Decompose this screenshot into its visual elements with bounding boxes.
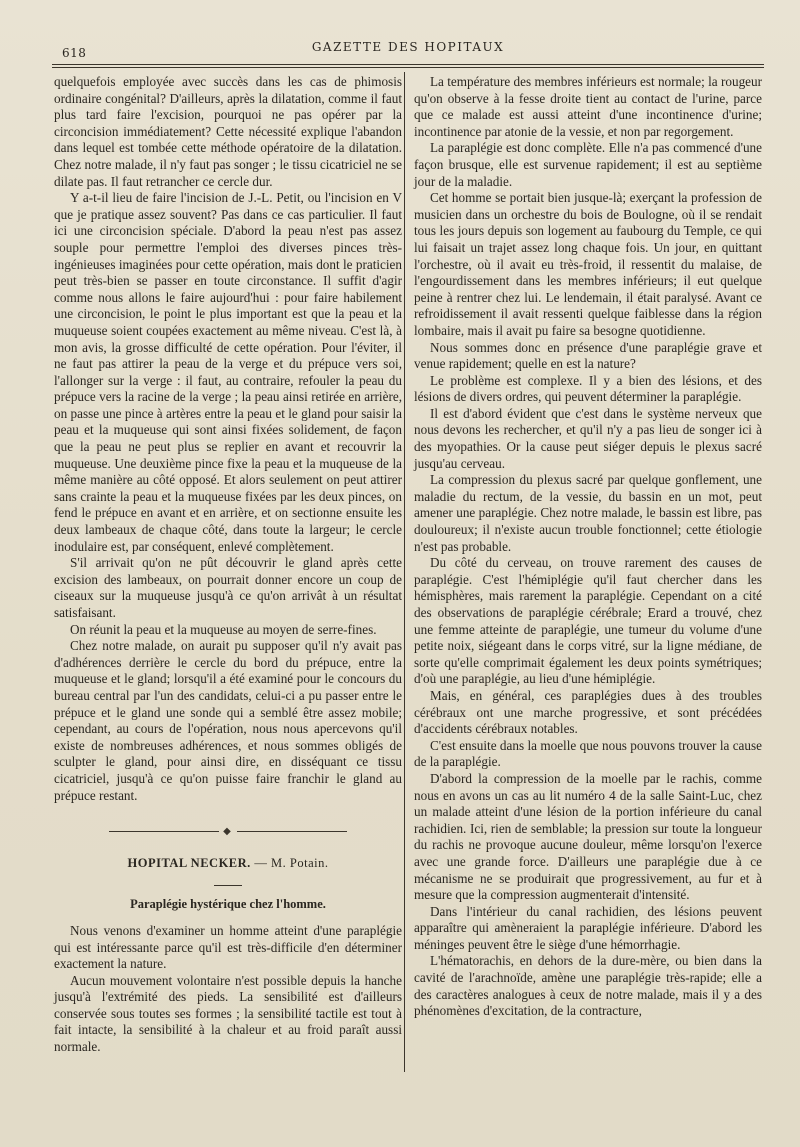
hospital-name: HOPITAL NECKER. bbox=[127, 855, 251, 870]
page-header bbox=[52, 34, 764, 62]
section-header bbox=[54, 855, 402, 872]
paragraph: S'il arrivait qu'on ne pût découvrir le gland après cette excision des lambeaux, on pourrait donner encore un coup de ciseaux sur la muqueuse jusqu'à ce qu'on arrivât à un résultat satisfaisant. bbox=[54, 555, 402, 620]
paragraph: Aucun mouvement volontaire n'est possible depuis la hanche jusqu'à l'extrémité des pieds. La sensibilité est d'ailleurs conservée sous toutes ses formes ; la sensibilité tactile est tout à fait intacte, la sensibilité à la chaleur et au froid paraît aussi normale. bbox=[54, 972, 402, 1055]
right-paragraphs bbox=[414, 74, 762, 1020]
left-paragraphs-after bbox=[54, 923, 402, 1056]
column-divider bbox=[404, 72, 405, 1072]
paragraph: Chez notre malade, on aurait pu supposer qu'il n'y avait pas d'adhérences derrière le cercle du bord du prépuce, entre la muqueuse et le gland; lorsqu'il a été examiné pour le concours du bureau central par l'un des candidats, celui-ci a pu passer entre le prépuce et le gland une sonde qui a semblé être assez mobile; cependant, au cours de l'opération, nous nous apercevons qu'il existe de nombreuses adhérences, et nous sommes obligés de sculpter le gland, pour ainsi dire, en disséquant ce tissu cicatriciel, jusqu'à ce qu'on puisse faire franchir le gland au prépuce restant. bbox=[54, 638, 402, 803]
article-title: Paraplégie hystérique chez l'homme. bbox=[130, 897, 326, 912]
paragraph: Le problème est complexe. Il y a bien des lésions, et des lésions de divers ordres, qui peuvent déterminer la paraplégie. bbox=[414, 372, 762, 405]
paragraph: Du côté du cerveau, on trouve rarement des causes de paraplégie. C'est l'hémiplégie qu'il faut chercher dans les hémisphères, mais rarement la paraplégie. Cependant on a cité des observations de paraplégie cérébrale; Erard a trouvé, chez une femme atteinte de paraplégie, une tumeur du volume d'une petite noix, siégeant dans le corps vitré, sur la ligne médiane, de sorte qu'elle comprimait également les deux points symétriques; d'où une paraplégie, au lieu d'une hémiplégie. bbox=[414, 555, 762, 687]
header-rule-secondary bbox=[52, 67, 764, 68]
paragraph: Nous venons d'examiner un homme atteint d'une paraplégie qui est intéressante parce qu'il est très-difficile d'en déterminer exactement la nature. bbox=[54, 922, 402, 972]
page-number: 618 bbox=[62, 46, 87, 60]
paragraph: D'abord la compression de la moelle par le rachis, comme nous en avons un cas au lit numéro 4 de la salle Saint-Luc, chez un malade atteint d'une lésion de la portion inférieure du canal rachidien. Ici, rien de semblable; la pression sur toute la longueur du rachis ne provoque aucune douleur, même lorsqu'on l'exerce avec une grande force. D'ailleurs une paraplégie due à ce mécanisme ne se produirait que progressivement, au fur et à mesure que la compression augmenterait d'intensité. bbox=[414, 770, 762, 903]
paragraph: Mais, en général, ces paraplégies dues à des troubles cérébraux ont une marche progressive, et sont précédées d'accidents cérébraux notables. bbox=[414, 687, 762, 737]
paragraph: L'hématorachis, en dehors de la dure-mère, ou bien dans la cavité de l'arachnoïde, amène une paraplégie très-rapide; elle a des caractères analogues à ceux de notre malade, mais il y a des phénomènes d'excitation, de la contracture, bbox=[414, 953, 762, 1019]
paragraph: La température des membres inférieurs est normale; la rougeur qu'on observe à la fesse droite tient au contact de l'urine, parce que ce malade est aussi atteint d'une incontinence d'urine; incontinence par atonie de la vessie, et non par regorgement. bbox=[414, 74, 762, 139]
paragraph: Nous sommes donc en présence d'une paraplégie grave et venue rapidement; quelle en est la nature? bbox=[414, 339, 762, 372]
header-rule bbox=[52, 64, 764, 65]
paragraph: La compression du plexus sacré par quelque gonflement, une maladie du rectum, de la vessie, du bassin en un mot, peut amener une paraplégie. Chez notre malade, le bassin est libre, pas douloureux; il n'existe aucun trouble fonctionnel; cette étiologie n'est pas probable. bbox=[414, 472, 762, 554]
paragraph: Il est d'abord évident que c'est dans le système nerveux que nous devons les rechercher, et qu'il n'y a pas lieu de songer ici à des myopathies. Or la cause peut siéger depuis le plexus sacré jusqu'au cerveau. bbox=[414, 405, 762, 471]
paragraph: On réunit la peau et la muqueuse au moyen de serre-fines. bbox=[70, 621, 377, 637]
section-ornament: ◆ bbox=[54, 824, 402, 841]
section-short-rule bbox=[214, 885, 242, 886]
paragraph: Y a-t-il lieu de faire l'incision de J.-L. Petit, ou l'incision en V que je pratique assez souvent? Pas dans ce cas particulier. Il faut ici une circoncision spéciale. D'abord la peau n'est pas assez souple pour permettre l'emploi des diverses pinces très-ingénieuses imaginées pour cette opération, mais dont le praticien peut très-bien se passer en toute circonstance. Il suffit d'agir comme nous allons le faire aujourd'hui : pour faire habilement une circoncision, le point le plus important est que la peau et la muqueuse soient coupées exactement au même niveau. C'est là, à mon avis, la grosse difficulté de cette opération. Pour l'éviter, il ne faut pas attirer la peau de la verge et du prépuce vers soi, l'allonger sur la verge : il faut, au contraire, refouler la peau du prépuce vers la racine de la verge ; la peau ainsi retirée en arrière, on passe une pince à artères entre la peau et le gland pour saisir la peau et la muqueuse qui sont ainsi fixées solidement, de façon que la peau ne peut plus se replier en avant et recouvrir la muqueuse. Une deuxième pince fixe la peau et la muqueuse de la même manière au côté opposé. Et alors seulement on peut attirer sans crainte la peau et la muqueuse fixées par les deux pinces, on fend le prépuce en avant et en arrière, et on sectionne ensuite les deux lambeaux de chaque côté, dans toute la largeur; le cercle inodulaire est, par conséquent, enlevé complètement. bbox=[54, 190, 402, 554]
paragraph: Cet homme se portait bien jusque-là; exerçant la profession de musicien dans un orchestre du bois de Boulogne, où il se rendait tous les jours depuis son logement au faubourg du Temple, ce qui lui faisait un trajet assez long chaque fois. Un jour, en quittant l'orchestre, où il avait eu très-froid, il ressentit du malaise, de l'engourdissement dans les membres inférieurs; il eut quelque peine à rentrer chez lui. Le lendemain, il était paralysé. Avant ce refroidissement il avait ressenti quelque faiblesse dans la région lombaire, mais il avait pu faire sa besogne quotidienne. bbox=[414, 190, 762, 338]
section-author: — M. Potain. bbox=[254, 855, 329, 870]
paragraph: Dans l'intérieur du canal rachidien, des lésions peuvent apparaître qui amèneraient la paraplégie inférieure. D'abord les méninges peuvent être le siège d'une hémorrhagie. bbox=[414, 903, 762, 952]
left-column bbox=[54, 74, 402, 1056]
paragraph: La paraplégie est donc complète. Elle n'a pas commencé d'une façon brusque, elle est survenue rapidement; il est au septième jour de la maladie. bbox=[414, 140, 762, 189]
left-paragraphs-before bbox=[54, 74, 402, 804]
right-column bbox=[414, 74, 762, 1020]
paragraph: quelquefois employée avec succès dans les cas de phimosis ordinaire congénital? D'ailleurs, après la dilatation, comme il faut plus tard faire l'excision, pourquoi ne pas opérer par la circoncision immédiatement? Cette nécessité explique l'abandon dans lequel est tombée cette méthode opératoire de la dilatation. Chez notre malade, il n'y faut pas songer ; le tissu cicatriciel ne se dilate pas. Il faut retrancher ce cercle dur. bbox=[54, 74, 402, 189]
paragraph: C'est ensuite dans la moelle que nous pouvons trouver la cause de la paraplégie. bbox=[414, 737, 762, 770]
journal-title: GAZETTE DES HOPITAUX bbox=[311, 40, 505, 54]
